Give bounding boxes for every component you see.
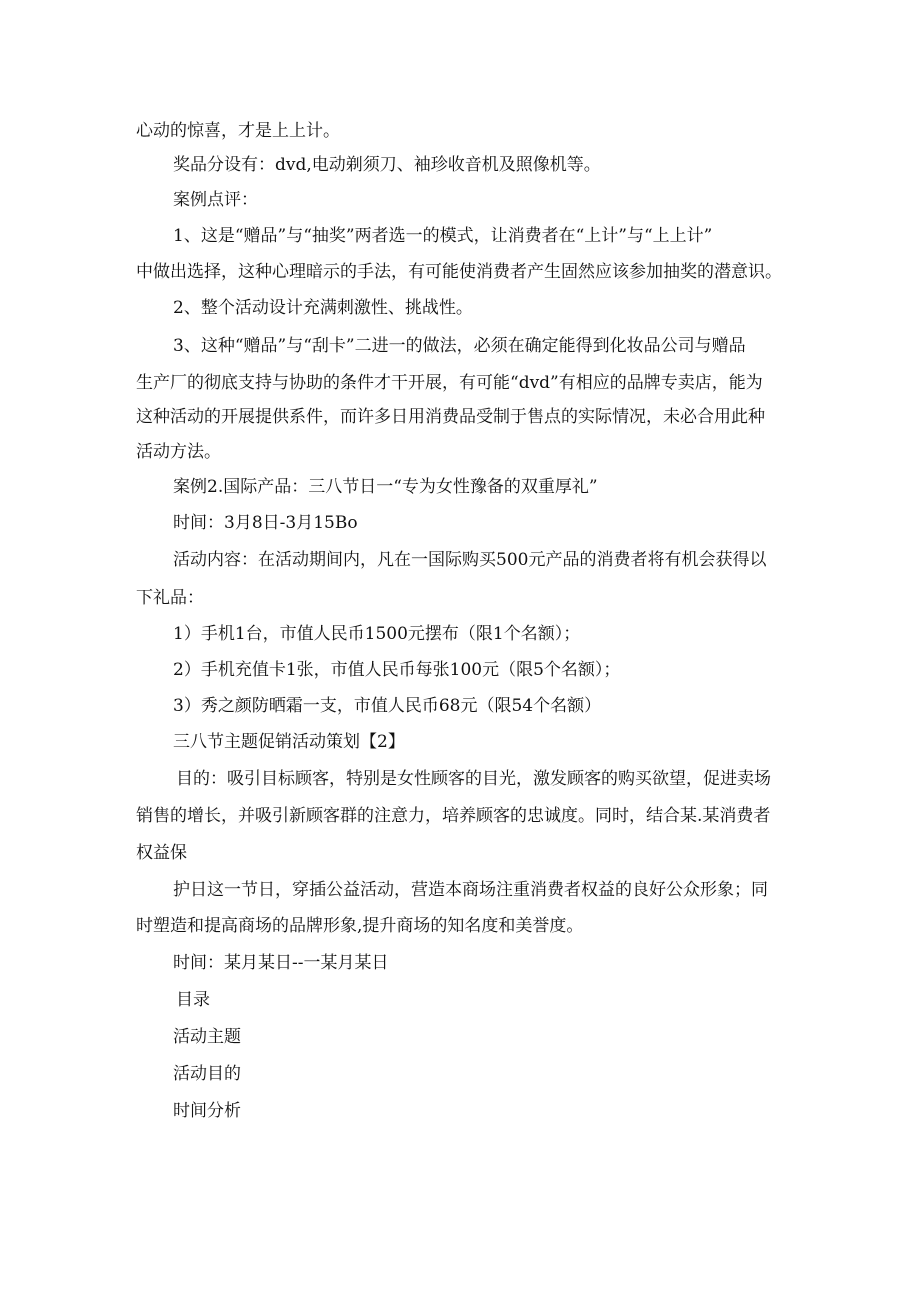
text-line: 奖品分设有：dvd,电动剃须刀、袖珍收音机及照像机等。 [173,155,601,175]
text-line: 时塑造和提高商场的品牌形象,提升商场的知名度和美誉度。 [136,916,584,936]
text-line: 案例2.国际产品：三八节日一“专为女性豫备的双重厚礼” [173,477,598,497]
text-line: 2、整个活动设计充满刺激性、挑战性。 [173,298,473,318]
text-line: 时间：某月某日--一某月某日 [173,953,389,973]
text-line: 1、这是“赠品”与“抽奖”两者选一的模式，让消费者在“上计”与“上上计” [173,226,713,246]
toc-item: 活动主题 [173,1027,241,1047]
text-line: 下礼品： [136,588,204,608]
text-line: 心动的惊喜，才是上上计。 [136,121,340,141]
text-line: 案例点评： [173,190,258,210]
text-line: 权益保 [136,843,187,863]
text-line: 3、这种“赠品”与“刮卡”二进一的做法，必须在确定能得到化妆品公司与赠品 [173,336,746,356]
text-line: 中做出选择，这种心理暗示的手法，有可能使消费者产生固然应该参加抽奖的潜意识。 [136,262,782,282]
text-line: 活动内容：在活动期间内，凡在一国际购买500元产品的消费者将有机会获得以 [173,550,767,570]
text-line: 活动方法。 [136,442,221,462]
toc-heading: 目录 [176,990,210,1010]
text-line: 1）手机1台，市值人民币1500元摆布（限1个名额）； [173,624,581,644]
text-line: 时间：3月8日-3月15Bo [173,513,358,533]
toc-item: 活动目的 [173,1064,241,1084]
section-heading: 三八节主题促销活动策划【2】 [173,732,405,752]
toc-item: 时间分析 [173,1101,241,1121]
text-line: 3）秀之颜防晒霜一支，市值人民币68元（限54个名额） [173,696,602,716]
text-line: 护日这一节日，穿插公益活动，营造本商场注重消费者权益的良好公众形象；同 [173,880,768,900]
text-line: 目的：吸引目标顾客，特别是女性顾客的目光，激发顾客的购买欲望，促进卖场 [176,769,771,789]
text-line: 生产厂的彻底支持与协助的条件才干开展，有可能“dvd”有相应的品牌专卖店，能为 [136,373,763,393]
text-line: 这种活动的开展提供系件，而许多日用消费品受制于售点的实际情况，未必合用此种 [136,407,765,427]
text-line: 2）手机充值卡1张，市值人民币每张100元（限5个名额）； [173,660,621,680]
text-line: 销售的增长，并吸引新顾客群的注意力，培养顾客的忠诚度。同时，结合某.某消费者 [136,806,771,826]
